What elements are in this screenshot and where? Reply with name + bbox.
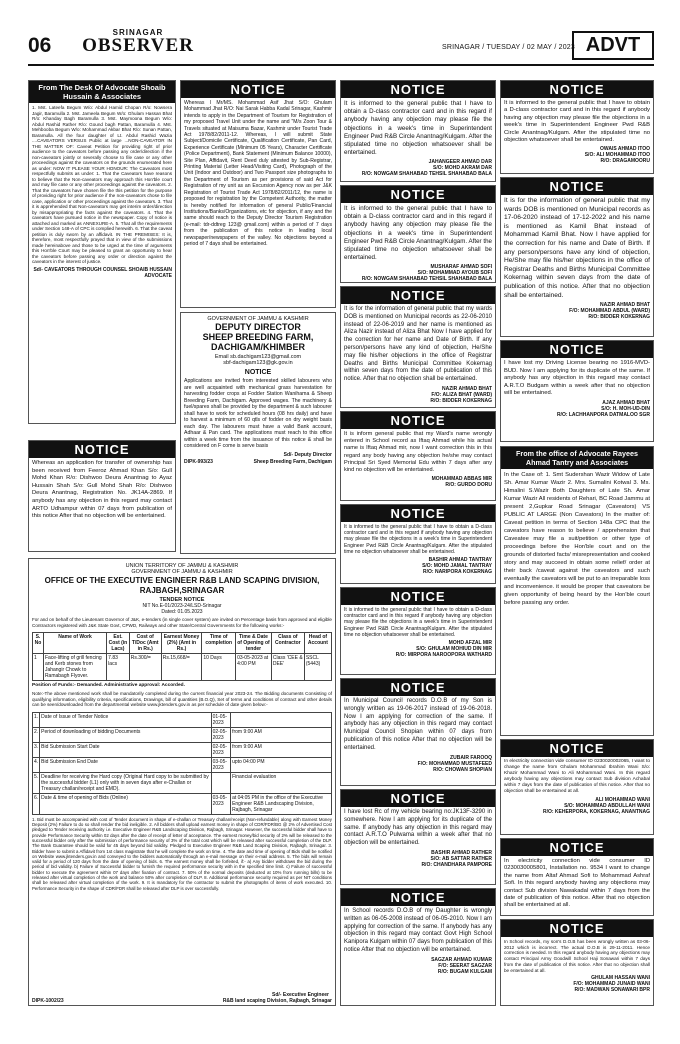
header-rule [28,64,654,66]
signature-name: BASHIR AHMAD RATHER [431,849,492,856]
signature-name: OWAIS AHMAD ITOO [600,146,650,153]
ad-body: Whereas I Mr/MS. Mohammad Asif Jhat S/O: Ghulam Mohammad Jhat R/O: Nai Sarak Habba Kadal Srinagar, Kashmir intends to apply in the Department of Tourism for Registration of my proposed Travel Unit under the name and "M/s Zoon Tour & Travels situated at Maisuma Bazar, Kashmir under Tourist Trade Act 1978/82/2011-12. Whereas, I will submit State Subject/Domicile Certificate, Qualification Certificate, Pan Card, Experience Certificate (Minimum 05 Years), Character Certificate (Police Department), Bank Statement (Minimum Balance 10000), Site Plan, Affidavit, Rent Deed duly attested by Sub-Registrar, Printing Material (Letter Head/Visiting Card), Photograph of the Unit (Indoor and Outdoor) and Two Passport size photographs to the Department of Tourism as per provisions of said Act for Registration of my unit as an Excursion Agency now as per J&K Registration of Tourist Trade Act 1978/82/2011/12, the name is proposed for registration by the Competent Authority, the matter is hereby notified for information of general Public/Financial Institutions/Banks/Organizations, etc for objection, if any and the same should reach to the Deputy Director Tourism Registration (e-mail: tdr-ddtreg 123@ gmail.com) within a period of 7 days from the publication of this notice in leading local newspaper/newspapers of the valley. No objections beyond a period of 7 days shall be entertained. [184,100,332,247]
ad-contractor-jahangeer [340,80,496,182]
newspaper-logo [68,28,208,54]
table-header: Est. Cost (in Lacs) [108,634,128,653]
ad-header: NOTICE [501,341,653,358]
table-cell: from 9:00 AM [231,742,332,757]
table-cell: 03-05-2023 at 4:00 PM [236,654,272,681]
table-cell: 03-05-2023 [211,757,230,772]
ad-body: It is inform general public that my Ward's name wrongly entered in School record as Iftaq Ahmad while his actual name is Iftaq Ahmad mir, now I want correction this in this regard any body having any objection he/she may contact Principal Sri Syed Memorial Edu within 7 days after any kind no objection will be entertained. [344,431,492,474]
table-cell: 2. [33,727,40,742]
table-cell [231,712,332,727]
ad-body: It is for the information of general public that my wards DOB is mentioned on Municipal records as 22-06-2010 instead of 22-06-2019 and her name is mentioned as Aliza Nazir instead of Aliza Bhat Now I have applied for the correction for her name and Date of Birth. If any person/persons have any kind of objection, He/She may file his/her objections in the office of Registrar Deaths and Births Municipal Committee Kokernag within seven days from the date of publication of this notice. After that no objection shall be entertained. [344,306,492,383]
tender-title: OFFICE OF THE EXECUTIVE ENGINEER R&B LAND SCAPING DIVISION, RAJBAGH,SRINAGAR [44,576,320,595]
tender-position: Position of Funds:- Demanded. Administrative approval: Accorded. [32,683,185,689]
table-cell: Class 'CEE & DEE' [271,654,304,681]
signature-address: R/O: MIRPORA NAROOPORA WATHARD [395,652,492,659]
ad-header: NOTICE [341,790,495,807]
table-cell: 01-05-2023 [211,712,230,727]
ad-signature: Sd/- Deputy Director [283,451,332,458]
ad-dob-son-shopian [340,678,496,786]
table-header: Class of Contractor [271,633,304,654]
signature-name: SAGZAR AHMAD KUMAR [431,956,492,963]
signature-parent: F/O: MOHAMMAD ABDUL (WARD) [569,308,650,315]
signature-name: MUSHARAF AHMAD SOFI [430,264,492,271]
tender-dated: Dated: 01.05.2023 [161,609,203,615]
signature-address: R/O: KEHERPORA, KOKERNAG, ANANTNAG [542,809,650,815]
ad-body: I have lost my Driving License bearing no 1916-MVD-BUD. Now I am applying for its duplicate of the same. If anybody has any objection in this regard may contact A.R.T.O Budgam within a week after that no objection will be entertained. [504,360,650,397]
table-cell: at 04:05 PM in the office of the Executive Engineer R&B Landscaping Division, Rajbagh, Srinagar [231,793,332,814]
ad-electricity-ali [500,739,654,835]
table-cell: Deadline for receiving the Hard copy (Original Hard copy to be submitted by the successful bidder (L1) only with in seven days after e-Challan or Treasury challan/receipt and EMD). [40,772,211,793]
ad-body: In electricity connection vide consumer ID 0230030005801, Installation no. 9534 I want to change the name from Altaf Ahmad Sofi to Mohammad Ashraf Sofi. In this regard anybody having any objections may contact Sub division Nawakadal within 7 days from the date of publication of this notice. After that no objection shall be entertained at all. [504,858,650,909]
ad-dob-daughter [340,888,496,1006]
table-cell: Date of Issue of Tender Notice [40,712,211,727]
ad-header: NOTICE [341,412,495,429]
ad-lost-rc [340,789,496,885]
signature-name: NAZIR AHMAD BHAT [442,385,492,392]
ad-dob-kamil [500,177,654,337]
ad-body: 1. Mst. Lateefa Begum W/o: Abdul Hamid Chopan R/o: Nowsera Jagir, Baramulla 2. Mst. Jameela Begum W/o: Ghulam Hassan Bhat R/o: Khanday Bagh Baramulla 3. Mst. Maymoona Begum W/o: Abdul Rashid Rather R/o: Gound bagh Pattan, Baramulla 4. Mst. Mehbooba Begum W/o: Mohammad Akbar Bhat R/o: Sunan Pattan, Baramulla. All the four daughter of Lt. Abdul Rashid Wazia ....CAVEATORS VERSUS Public at large ...NON-CAVEATOR IN THE MATTER OF: Caveat Petition for providing right of prior audience to the caveators before passing any order/direction if the non-caveators jointly or severally choose to file case or any other proceedings against the caveators on the grounds enumerated here as under: NOW IT PLEASE YOUR HONOUR: The Caveators most respectfully submits as under: 1. That the Caveators have reasons to believe that the Non-caveators may approach this Hon'ble court and may file case or any other proceedings against the caveators. 2. That the caveators have chosen file the this petition for the purpose of providing right for prior audience if the non-caveators chose to file case, application or other proceedings against the caveators. 3. That it is apprehended that Non-caveators may get interim order/direction by misappropriating the facts against the caveators. 4. That the caveators have pursued notice in the newspaper. Copy of notice is attached and marked as ANNEXURE-A. 5. That all the requirements under Section 148-A of CPC is complied herewith. 6. That the caveat petition is duly sworn by an affidavit. IN THE PREMISES: It is, therefore, most respectfully prayed that in view of the submissions made hereinabove and those to be urged at the time of arguments this Hon'ble Court may be pleased to grant an opportunity to hear the caveators before passing any order or direction against the caveators in the interest of justice. [32,105,172,264]
ad-place: R&B land scaping Division, Rajbagh, Srinagar [222,998,332,1004]
ad-name-iftaq [340,411,496,501]
table-cell: 6. [33,793,40,814]
ad-contractor-musharaf [340,185,496,283]
signature-parent: F/O: MOHAMMAD JUNAID WANI [573,981,650,988]
signature-name: JAHANGEER AHMAD DAR [428,159,492,166]
ad-header: NOTICE [341,588,495,605]
signature-name: ALI MOHAMMAD WANI [595,797,650,803]
table-cell: 1. [33,712,40,727]
table-cell: SSCL (5443) [304,654,331,681]
ad-header: NOTICE [501,920,653,937]
signature-address: R/O: NARIPORA KOKERNAG [423,569,492,576]
table-header: Time & Date of Opening of tender [237,634,270,653]
table-cell: Rs.15,668/= [161,654,202,681]
table-cell: 4. [33,757,40,772]
table-header: S. No [33,633,44,654]
table-cell [211,772,230,793]
table-row [33,772,332,793]
signature-address: R/O: BIDDER KOKERNAG [430,397,492,404]
table-header: Earnest Money (2%) (Amt in Rs.) [161,633,202,654]
ad-footer [181,458,335,466]
ad-contractor-afzal [340,587,496,675]
table-cell: 03-05-2023 [211,793,230,814]
ad-dob-aliza [340,286,496,408]
table-header: Head of Account [304,633,331,654]
ad-header: From The Desk Of Advocate Shoaib Hussain & Associates [29,81,175,103]
signature-name: AJAZ AHMAD BHAT [602,399,650,406]
ad-school-dob [500,919,654,1006]
signature-name: MOHD AFZAL MIR [448,640,492,647]
ad-body: In School records D.O.B of my Daughter is wrongly written as 06-05-2008 instead of 06-05-2010. Now I am applying for correction of the same. If anybody has any objection in this regard may contact Govt High School Kanipora Kulgam within 07 days from publication of this notice After that no objection will be entertained. [344,908,492,953]
table-cell: Rs.300/= [129,654,161,681]
ad-header: NOTICE [341,889,495,906]
table-row [33,757,332,772]
tender-terms: 1. Bid must be accompanied with cost of Tender document in shape of e-challan or Treasury challan/receipt (Non-refundable) along with Earnest Money Deposit (2%) Failure to do so shall render the bid ineligible. 2. All bidders shall upload earnest money in shape of CDR/FDR/BG @ 2% of Advertised Cost pledged to Tender receiving authority i.e. Executive Engineer R&B Landscaping Division, Rajbagh, Srinagar. However, the successful bidder shall have to provide Performance Security within 02 days after the date of receipt of letter of acceptance. The earnest money/bid security of 2% will be released to the successful bidder only after the submission of performance security of 3% of the total cost which will be released after successful completion of the DLP. The Bank Guarantee should be valid for 45 days beyond bid validity. Pledged to Executive Engineer R&B Land Scaping Division, Rajbagh, Srinagar. 3. Bidder have to submit a Affidavit from 1st class magistrate that he will complete the work on time. 4. The date and time of opening of Bids shall be notified on Website www.jktenders.gov.in and conveyed to the bidders automatically through an e-mail message on their e-mail address. 5. The bids will remain valid for a period of 120 days from the date of opening of bids. 6. The earnest money shall be forfeited, if:- a) Any bidder withdraws the bid during the period of bid validity. b) Failure of Successful bidder to furnish the required performance security with in the specified time limit. c) Failure of successful bidder to execute the agreement within 07 days after fixation of contract. 7. 50% of the normal deposits (deducted at 10% from running bills) to be released after virtual completion of the work and balance 50% after completion of DLP. 8. Additional performance security required as per NIT conditions shall be released after virtual completion of the work. 9. It is mandatory for the contractor to submit the photographs of items of work executed. 10. Performance Security in the shape of CDR/FDR shall be released after DLP is over successfully. [32,816,332,891]
signature-name: MOHAMMAD ABBAS MIR [431,476,492,483]
table-row [33,727,332,742]
ad-body: It is informed to the general public that I have to obtain a D-class contractor card and in this regard if anybody having any objection may please file the objections in a week's time in Superintendent Engineer Pwd R&B Circle Anantnag/Kulgam. After the stipulated time no objection whatsoever shall be entertained. [344,607,492,638]
signature-address: R/O: CHANDHARA PAMPORE [421,861,492,868]
ad-body: In Municipal Council records D.O.B of my Son is wrongly written as 19-06-2017 instead of 19-06-2018. Now I am applying for correction of the same. If anybody has any objection in this regard may contact Municipal Council Shopian within 07 days from publication of this notice After that no objection will be entertained. [344,698,492,751]
title-line-1: DEPUTY DIRECTOR [215,322,301,332]
notice-title: NOTICE [244,369,272,376]
tender-nit: NIT No.E-01/2023-24/LSD-Srinagar [142,603,222,609]
ad-place: Sheep Breeding Farm, Dachigam [253,458,332,465]
ad-header: NOTICE [501,81,653,98]
table-row [33,793,332,814]
ad-header: NOTICE [341,505,495,522]
table-cell: upto 04:00 PM [231,757,332,772]
table-cell: 5. [33,772,40,793]
table-row [33,712,332,727]
ad-advocate-shoaib [28,80,176,424]
ad-tender-notice [28,558,336,1006]
tender-line-1: UNION TERRITORY OF JAMMU & KASHMIR [125,563,239,569]
ad-ref: DIPK-993/23 [184,458,213,465]
signature-name: NAZIR AHMAD BHAT [600,302,650,309]
signature-name: BASHIR AHMAD TANTRAY [428,557,492,564]
ad-body: In electricity connection vide consumer ID 0230020002065, I want to change the name from Ghulam Mohammad Ibrahim Wani S/o: Khazir Mohammad Wani to Ali Mohammad Wani. In this regard anybody having any objections may contact Sub division Achabal within 7 days from the date of publication of this notice. After that no objection shall be entertained at all. [504,759,650,794]
table-cell: Period of downloading of bidding Documents [40,727,211,742]
signature-parent: S/O: GHULAM MOHIUD DIN MIR [416,646,492,653]
title-line-3: DACHIGAM/KHIMBER [211,342,305,352]
table-cell: 02-05-2023 [211,727,230,742]
ad-body: It is for the information of general public that my wards DOB is mentioned on Municipal records as 17-06-2020 instead of 17-12-2022 and his name is mentioned as Kamil Bhat instead of Mohammad Kamil Bhat. Now I have applied for the correction for his name and Date of Birth. If any person/persons have any kind of objection, He/She may file his/her objections in the office of Registrar Deaths and Births Municipal Committee Kokernag within seven days from the date of publication of this notice. After that no objection shall be entertained. [504,197,650,299]
dateline: SRINAGAR / TUESDAY / 02 MAY / 2023 [442,44,575,51]
ad-body: It is informed to the general public that I have to obtain a D-class contractor card and in this regard if anybody having any objection may please file the objections in a week's time in Superintendent Engineer Pwd R&B Circle Anantnag/Kulgam. After the stipulated time no objection whatsoever shall be entertained. [344,100,492,157]
signature-address: R/O: LACHHANPORA DATMALOO SGR [556,411,650,418]
signature-parent: F/O: ALIZA BHAT (WARD) [431,391,492,398]
ad-signature: Sd/- CAVEATORS THROUGH COUNSEL SHOAIB HUSSAIN ADVOCATE [33,266,172,279]
ad-header: From the office of Advocate Rayees Ahmad Tantry and Associates [501,447,653,469]
ad-header: NOTICE [341,287,495,304]
signature-parent: S/O: MOHAMMAD AYOUB SOFI [417,270,492,277]
table-cell: Bid Submission End Date [40,757,211,772]
ad-body: It is informed to the general public that I have to obtain a D-class contractor card and in this regard if anybody having any objection may please file the objections in a week's time in Superintendent Engineer Pwd R&B Circle Anantnag/Kulgam. After the stipulated time no objection whatsoever shall be entertained. [344,524,492,555]
tender-sub: TENDER NOTICE [159,597,205,603]
table-row [33,742,332,757]
section-label: ADVT [572,31,654,60]
ad-body: I have lost Rc of my vehicle bearing no:JK13F-3290 in somewhere. Now I am applying for its duplicate of the same. If anybody has any objection in this regard may contact A.R.T.O Pulwama within a week after that no objection will be entertained. [344,809,492,847]
tender-note: Note:-The above mentioned work shall be mandatorily completed during the current financial year 2023-24. The Bidding documents Consisting of qualifying information, eligibility criteria, specifications, Drawings, bill of quantities (B.O.Q), Set of terms and conditions of contract and other details can be seen/downloaded from the departmental website www.jktenders.gov.in as per schedule of date given below:- [32,690,332,708]
ad-lost-license [500,340,654,442]
signature-address: R/O: CHOWAN SHOPIAN [433,766,492,773]
table-cell: 7.83 lacs [107,654,130,681]
ad-advocate-rayees [500,446,654,736]
ad-transfer-notice [28,440,176,552]
signature-parent: S/O: H. MOH-UD-DIN [601,405,650,412]
table-cell: Date & time of opening of Bids (Online) [40,793,211,814]
ad-body: Whereas an application for transfer of ownership has been received from Feeroz Ahmad Khan S/o: Gull Mohd Khan R/o: Dishwoo Deura Anantnag to Ayaz Hussain Shah S/o: Gull Mohd Shah R/o: Dishwoo Deura Anantnag, Registration No. JK14A-2869. If anybody has any objection in this regard may contact ARTO Udhampur within 07 days from publication of this notice After that no objection will be entertained. [32,460,172,520]
table-header: Cost of T/Doc (Amt in Rs.) [129,633,161,654]
signature-address: R/O: DRAGAMOORU [600,158,650,165]
signature-address: R/O: BUGAM KULGAM [437,968,492,975]
masthead [0,0,680,66]
table-cell: 10 Days [202,654,236,681]
ad-ref: DIPK-1002/23 [32,998,64,1004]
signature-parent: F/O: SEERAT SAGZAR [438,962,492,969]
table-cell: Face-lifting of grill fencing and Kerb stones from Jahangir Chowk to Ramabagh Flyover. [43,654,106,681]
ad-header: NOTICE [501,839,653,856]
ad-body: Applications are invited from interested skilled labourers who are well acquainted with mechanical grass harvestation for harvesting fodder crops at Fodder Station Wanihama & Sheep Breeding Farm, Dachigam. Approved wages. The machinery & fuel/spares shall be provided by the department & such labourer shall have to work for scheduled hours (08 hrs daily) and have to harvest a minimum of 60 qtls of fodder on dry weight basis each day. The labourers must have a valid Bank account, Adhaar & Pan card. The applications must reach to this office within a week time from the issuance of this notice & shall be considered on F come is serve basis [184,378,332,449]
table-cell: 1 [33,654,44,681]
page-number: 06 [28,34,52,57]
ad-header: NOTICE [181,81,335,98]
ad-body: In School records, my son's D.O.B has been wrongly written as 03-06-2012 which is incorrect. The actual D.O.B is 29-11-2011. Hence correction is needed. In this regard anybody having any objections may contact Principal Army Goodwill School Haji Sonawari within 7 days from the date of publication of this notice. After that no objection shall be entertained at all. [504,939,650,973]
signature-address: R/O: BIDDER KOKERNAG [588,314,650,321]
signature-parent: S/O: MOHAMMAD ABDULLAH WANI [564,803,650,809]
tender-table [32,632,332,681]
ad-header: NOTICE [341,186,495,203]
table-cell: 3. [33,742,40,757]
signature-name: GHULAM HASSAN WANI [591,975,650,982]
ad-body: It is informed to the general public that I have to obtain a D-class contractor card and in this regard if anybody having any objection may please file the objections in a week's time in Superintendent Engineer Pwd R&B Circle Anantnag/Kulgam. After the stipulated time no objection whatsoever shall be entertained. [344,205,492,262]
signature-address: R/O: GURDO DORU [445,482,492,489]
schedule-table [32,712,332,815]
ad-header: NOTICE [501,178,653,195]
signature-parent: S/O: ALI MOHAMMAD ITOO [584,152,650,159]
tender-line-2: GOVERNMENT OF JAMMU & KASHMIR [131,569,233,575]
ad-header: NOTICE [341,679,495,696]
ad-electricity-altaf [500,838,654,916]
signature-name: ZUBAIR FAROOQ [450,754,492,761]
table-header: Name of Work [43,633,106,654]
ad-body: In the Case of: 1. Smt Sudershan Wazir Widow of Late Sh. Amar Kumar Wazir 2. Mrs. Sumalini Kotwal 3. Ms. Himalini S.Wazir Both Daughters of Late Sh. Amar Kumar Wazir All residents of Rehari, BC Road Jammu at present 2,Gupkar Road Srinagar (Caveators) VS PUBLIC AT LARGE (Non Caveators) In the matter of: Caveat petition in terms of Section 148a CPC that the caveators have reason to believe / apprehension that Caveatee may file a suit/petition or other type of proceedings before the Hon'ble court and on the grounds of distorted facts/ misrepresentation and cooked story and may succeed in obtain some relief/ order at their back /caveat against the caveators and such eventually the caveators will be put to an irreparable loss and inconvenience. it would be proper that caveators be given opportunity of being heard by the Hon'ble court before passing any order. [504,472,650,606]
ad-tourism-notice [180,80,336,308]
brand-city: SRINAGAR [112,28,164,37]
table-header-row [33,633,332,654]
ad-body: It is informed to the general public that I have to obtain a D-class contractor card and in this regard if anybody having any objection may please file the objections in a week's time in Superintendent Engineer Pwd R&B Circle Anantnag/Kulgam. After the stipulated time no objection whatsoever shall be entertained. [504,100,650,144]
table-cell: Bid Submission Start Date [40,742,211,757]
gov-line: GOVERNMENT OF JAMMU & KASHMIR [207,316,309,322]
ad-signature: Sd/- Executive Engineer [272,992,329,998]
signature-address: R/O: NOWGAM SHAHABAD TEHSIL SHAHABAD BALA [361,276,492,283]
signature-parent: S/O: MOHD JAMAL TANTRAY [422,563,492,570]
table-row [33,654,332,681]
title-line-2: SHEEP BREEDING FARM, [202,332,314,342]
table-cell: 02-05-2023 [211,742,230,757]
ad-sheep-breeding [180,312,336,554]
signature-parent: F/O: MOHAMMAD MUSTAFEED [417,760,492,767]
ad-contractor-bashir [340,504,496,584]
signature-address: R/O: MADWAN SONAWARI BPR [574,987,650,994]
ad-header: NOTICE [341,81,495,98]
signature-parent: S/O: AB SATTAR RATHER [430,855,492,862]
table-header: Time of completion [202,633,236,654]
table-cell: from 9:00 AM [231,727,332,742]
ad-header: NOTICE [29,441,175,458]
table-cell: Financial evaluation [231,772,332,793]
ad-contractor-owais [500,80,654,174]
email-2: sbf-dachigam123@gk.gov.in [223,360,293,366]
tender-footer [29,991,335,1005]
email-1: Email sb.dachigam123@gmail.com [214,354,302,360]
signature-parent: S/O: MOHD AKRAM DAR [433,165,492,172]
brand-name: OBSERVER [82,35,194,56]
ad-header: NOTICE [501,740,653,757]
tender-intro: For and on behalf of the Lieutenant Governor of J&K, e-tenders (in single cover system) are invited on Percentage basis from approved and eligible Contractors registered with J&K State Govt, CPWD, Railways and other State/Central Governments for the following works:- [32,617,332,628]
signature-address: R/O: NOWGAM SHAHABAD TEHSIL SHAHABAD BALA [361,171,492,178]
